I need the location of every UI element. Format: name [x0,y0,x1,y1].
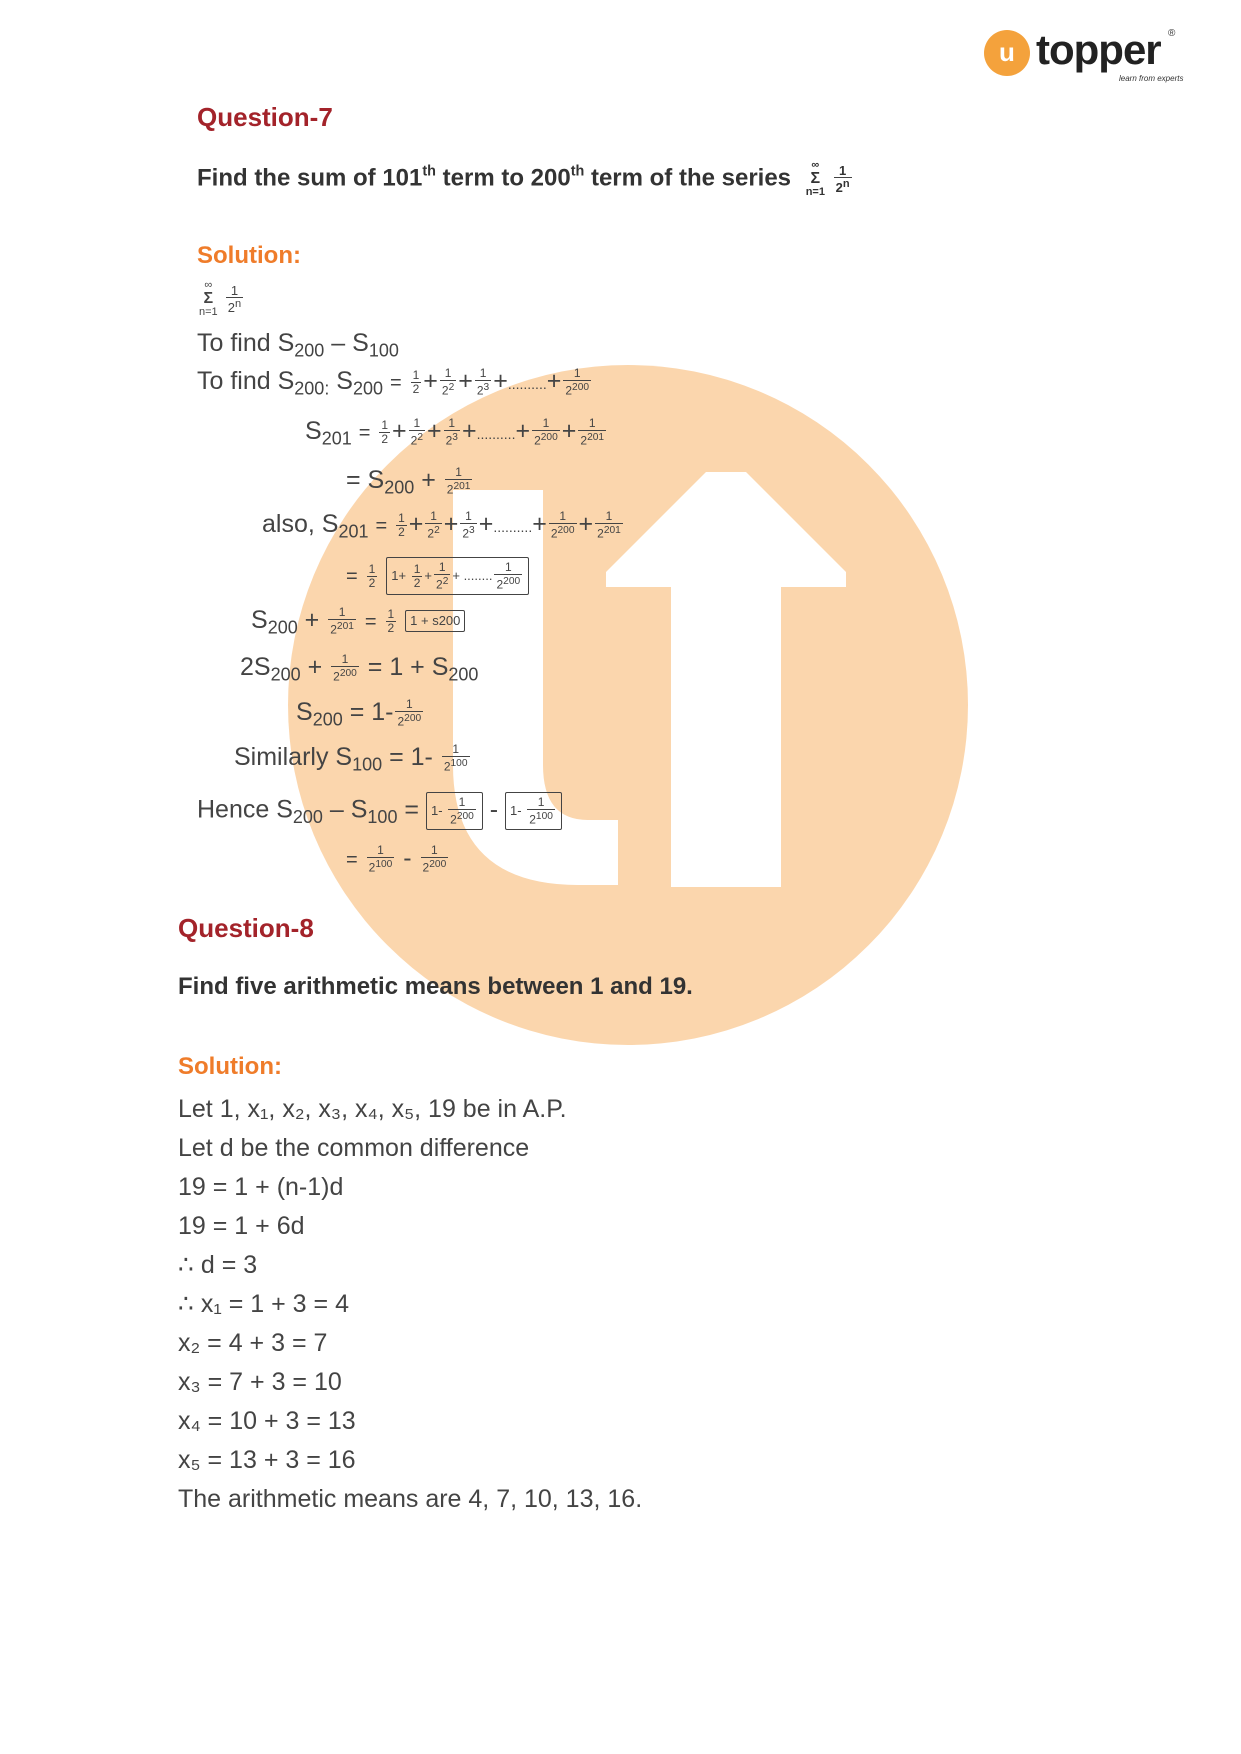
q8-line-11: The arithmetic means are 4, 7, 10, 13, 16. [178,1485,643,1513]
solution-line-3: $S_{201}$ = $\frac{1}{2}$ + $\frac{1}{2^2}$ + $\frac{1}{2^3}$ +..........+ $\frac{1}{2^{200}}$ + $\frac{1}{2^{201}}$ [305,416,605,449]
logo-registered: ® [1168,28,1176,39]
solution-line-6: = $\frac{1}{2}$ 1+ $\frac{1}{2}$ + $\frac{1}{2^2}$ + ........ $\frac{1}{2^{200}}$ [346,557,529,595]
solution-line-2: To find $S_{200:}$ $S_{200}$ = $\frac{1}{2}$ + $\frac{1}{2^2}$ + $\frac{1}{2^3}$ +..........+ $\frac{1}{2^{200}}$ [197,366,590,399]
question-7-title: Question-7 [197,102,333,132]
solution-line-5: also, $S_{201}$ = $\frac{1}{2}$ + $\frac{1}{2^2}$ + $\frac{1}{2^3}$ +..........+ $\frac{1}{2^{200}}$ + $\frac{1}{2^{201}}$ [262,509,621,542]
question-8-solution-label: Solution: [178,1053,282,1080]
q8-line-7: x₂ = 4 + 3 = 7 [178,1329,328,1357]
q8-line-2: Let d be the common difference [178,1134,530,1162]
q8-line-8: x₃ = 7 + 3 = 10 [178,1368,342,1396]
q8-line-6: ∴ x₁ = 1 + 3 = 4 [178,1290,349,1318]
solution-line-11: Hence $S_{200} - S_{100} = 1-$ $\frac{1}{2^{200}}$ - 1- $\frac{1}{2^{100}}$ [197,792,562,832]
topper-logo [984,28,1184,88]
question-8-title: Question-8 [178,913,314,943]
q8-line-10: x₅ = 13 + 3 = 16 [178,1446,356,1474]
q8-line-3: 19 = 1 + (n-1)d [178,1173,344,1201]
solution-line-4: = $S_{200}$ + $\frac{1}{2^{201}}$ [346,465,471,498]
q8-line-1: Let 1, x₁, x₂, x₃, x₄, x₅, 19 be in A.P. [178,1095,567,1123]
q8-line-4: 19 = 1 + 6d [178,1212,305,1240]
question-8-text: Find five arithmetic means between 1 and 19. [178,973,693,1000]
logo-name: topper [1036,26,1161,73]
solution-line-8: $2S_{200}$ + $\frac{1}{2^{200}}$ = $1 + S_{200}$ [240,652,479,685]
solution-line-7: $S_{200}$ + $\frac{1}{2^{201}}$ = $\frac{1}{2}$ 1 + s200 [251,605,465,642]
question-7-solution-label: Solution: [197,242,301,269]
q8-line-5: ∴ d = 3 [178,1251,258,1279]
series-expression: ∞ Σ n=1 $\frac{1}{2^n}$ [199,279,242,318]
question-7-text: Find the sum of 101th term to 200th term of the series ∞ Σ n=1 $\frac{1}{2^n}$ [197,159,850,198]
solution-line-12: = $\frac{1}{2^{100}}$ - $\frac{1}{2^{200}}$ [346,843,447,875]
solution-line-9: $S_{200} = 1-$ $\frac{1}{2^{200}}$ [296,697,422,730]
logo-mark-icon: u [984,30,1030,76]
q8-line-9: x₄ = 10 + 3 = 13 [178,1407,356,1435]
solution-line-1: To find $S_{200} - S_{100}$ [197,329,399,361]
solution-line-10: Similarly $S_{100} = 1-$ $\frac{1}{2^{100}}$ [234,742,468,775]
logo-tagline: learn from experts [1119,74,1184,83]
